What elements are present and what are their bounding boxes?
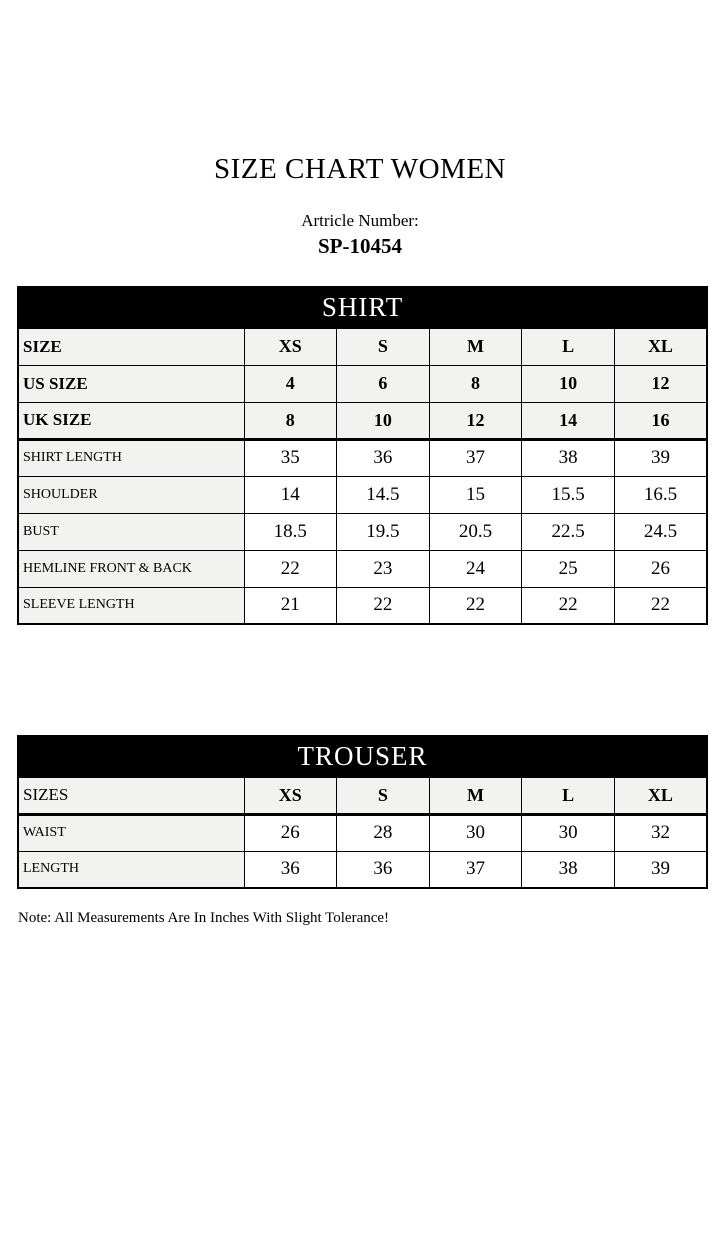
shirt-hemline-front-back-value-0: 22: [244, 550, 337, 587]
shirt-hemline-front-back-value-4: 26: [614, 550, 707, 587]
shirt-sleeve-length-value-3: 22: [522, 587, 615, 624]
shirt-shoulder-value-4: 16.5: [614, 476, 707, 513]
shirt-size-value-3: L: [522, 328, 615, 365]
size-chart-page: [0, 153, 720, 1233]
shirt-uk-size-value-2: 12: [429, 402, 522, 439]
trouser-waist-value-2: 30: [429, 814, 522, 851]
shirt-shirt-length-value-1: 36: [337, 439, 430, 476]
trouser-row-length: [18, 851, 707, 888]
shirt-shoulder-value-0: 14: [244, 476, 337, 513]
shirt-size-value-2: M: [429, 328, 522, 365]
shirt-shoulder-value-2: 15: [429, 476, 522, 513]
shirt-us-size-value-4: 12: [614, 365, 707, 402]
shirt-uk-size-value-4: 16: [614, 402, 707, 439]
shirt-row-hemline-front-back: [18, 550, 707, 587]
trouser-waist-label: WAIST: [18, 814, 244, 851]
trouser-waist-value-4: 32: [614, 814, 707, 851]
shirt-size-label: SIZE: [18, 328, 244, 365]
trouser-waist-value-1: 28: [337, 814, 430, 851]
shirt-bust-value-3: 22.5: [522, 513, 615, 550]
shirt-us-size-label: US SIZE: [18, 365, 244, 402]
trouser-waist-value-0: 26: [244, 814, 337, 851]
trouser-length-label: LENGTH: [18, 851, 244, 888]
trouser-length-value-4: 39: [614, 851, 707, 888]
shirt-row-shoulder: [18, 476, 707, 513]
shirt-row-bust: [18, 513, 707, 550]
shirt-uk-size-value-1: 10: [337, 402, 430, 439]
shirt-size-value-4: XL: [614, 328, 707, 365]
article-number-label: Artricle Number:: [301, 211, 419, 230]
shirt-shirt-length-value-2: 37: [429, 439, 522, 476]
trouser-table-title: TROUSER: [18, 736, 707, 777]
trouser-size-table: [17, 735, 708, 889]
shirt-bust-value-2: 20.5: [429, 513, 522, 550]
shirt-hemline-front-back-value-2: 24: [429, 550, 522, 587]
trouser-length-value-1: 36: [337, 851, 430, 888]
shirt-us-size-value-1: 6: [337, 365, 430, 402]
shirt-row-size: [18, 328, 707, 365]
shirt-shoulder-value-1: 14.5: [337, 476, 430, 513]
shirt-row-sleeve-length: [18, 587, 707, 624]
trouser-waist-value-3: 30: [522, 814, 615, 851]
trouser-length-value-2: 37: [429, 851, 522, 888]
page-title: SIZE CHART WOMEN: [214, 153, 506, 185]
shirt-row-shirt-length: [18, 439, 707, 476]
shirt-sleeve-length-value-0: 21: [244, 587, 337, 624]
shirt-shoulder-label: SHOULDER: [18, 476, 244, 513]
shirt-size-value-1: S: [337, 328, 430, 365]
trouser-length-value-0: 36: [244, 851, 337, 888]
trouser-sizes-value-0: XS: [244, 777, 337, 814]
article-number-value: SP-10454: [318, 234, 402, 258]
shirt-row-uk-size: [18, 402, 707, 439]
trouser-length-value-3: 38: [522, 851, 615, 888]
shirt-table-title: SHIRT: [18, 287, 707, 328]
trouser-sizes-value-4: XL: [614, 777, 707, 814]
shirt-bust-value-1: 19.5: [337, 513, 430, 550]
trouser-table-header-row: [18, 736, 707, 777]
shirt-table-header-row: [18, 287, 707, 328]
shirt-bust-value-4: 24.5: [614, 513, 707, 550]
trouser-sizes-label: SIZES: [18, 777, 244, 814]
shirt-us-size-value-0: 4: [244, 365, 337, 402]
shirt-sleeve-length-value-2: 22: [429, 587, 522, 624]
measurement-note: Note: All Measurements Are In Inches With Slight Tolerance!: [18, 910, 390, 926]
trouser-sizes-value-3: L: [522, 777, 615, 814]
shirt-shirt-length-value-0: 35: [244, 439, 337, 476]
shirt-us-size-value-3: 10: [522, 365, 615, 402]
shirt-shirt-length-value-4: 39: [614, 439, 707, 476]
shirt-bust-value-0: 18.5: [244, 513, 337, 550]
shirt-uk-size-value-3: 14: [522, 402, 615, 439]
shirt-hemline-front-back-label: HEMLINE FRONT & BACK: [18, 550, 244, 587]
shirt-size-table: [17, 286, 708, 625]
shirt-row-us-size: [18, 365, 707, 402]
shirt-bust-label: BUST: [18, 513, 244, 550]
shirt-sleeve-length-value-1: 22: [337, 587, 430, 624]
trouser-sizes-value-2: M: [429, 777, 522, 814]
trouser-sizes-value-1: S: [337, 777, 430, 814]
shirt-size-value-0: XS: [244, 328, 337, 365]
shirt-uk-size-label: UK SIZE: [18, 402, 244, 439]
shirt-uk-size-value-0: 8: [244, 402, 337, 439]
shirt-sleeve-length-value-4: 22: [614, 587, 707, 624]
trouser-row-waist: [18, 814, 707, 851]
shirt-us-size-value-2: 8: [429, 365, 522, 402]
shirt-hemline-front-back-value-1: 23: [337, 550, 430, 587]
shirt-shirt-length-label: SHIRT LENGTH: [18, 439, 244, 476]
shirt-shoulder-value-3: 15.5: [522, 476, 615, 513]
trouser-row-sizes: [18, 777, 707, 814]
shirt-shirt-length-value-3: 38: [522, 439, 615, 476]
shirt-sleeve-length-label: SLEEVE LENGTH: [18, 587, 244, 624]
shirt-hemline-front-back-value-3: 25: [522, 550, 615, 587]
